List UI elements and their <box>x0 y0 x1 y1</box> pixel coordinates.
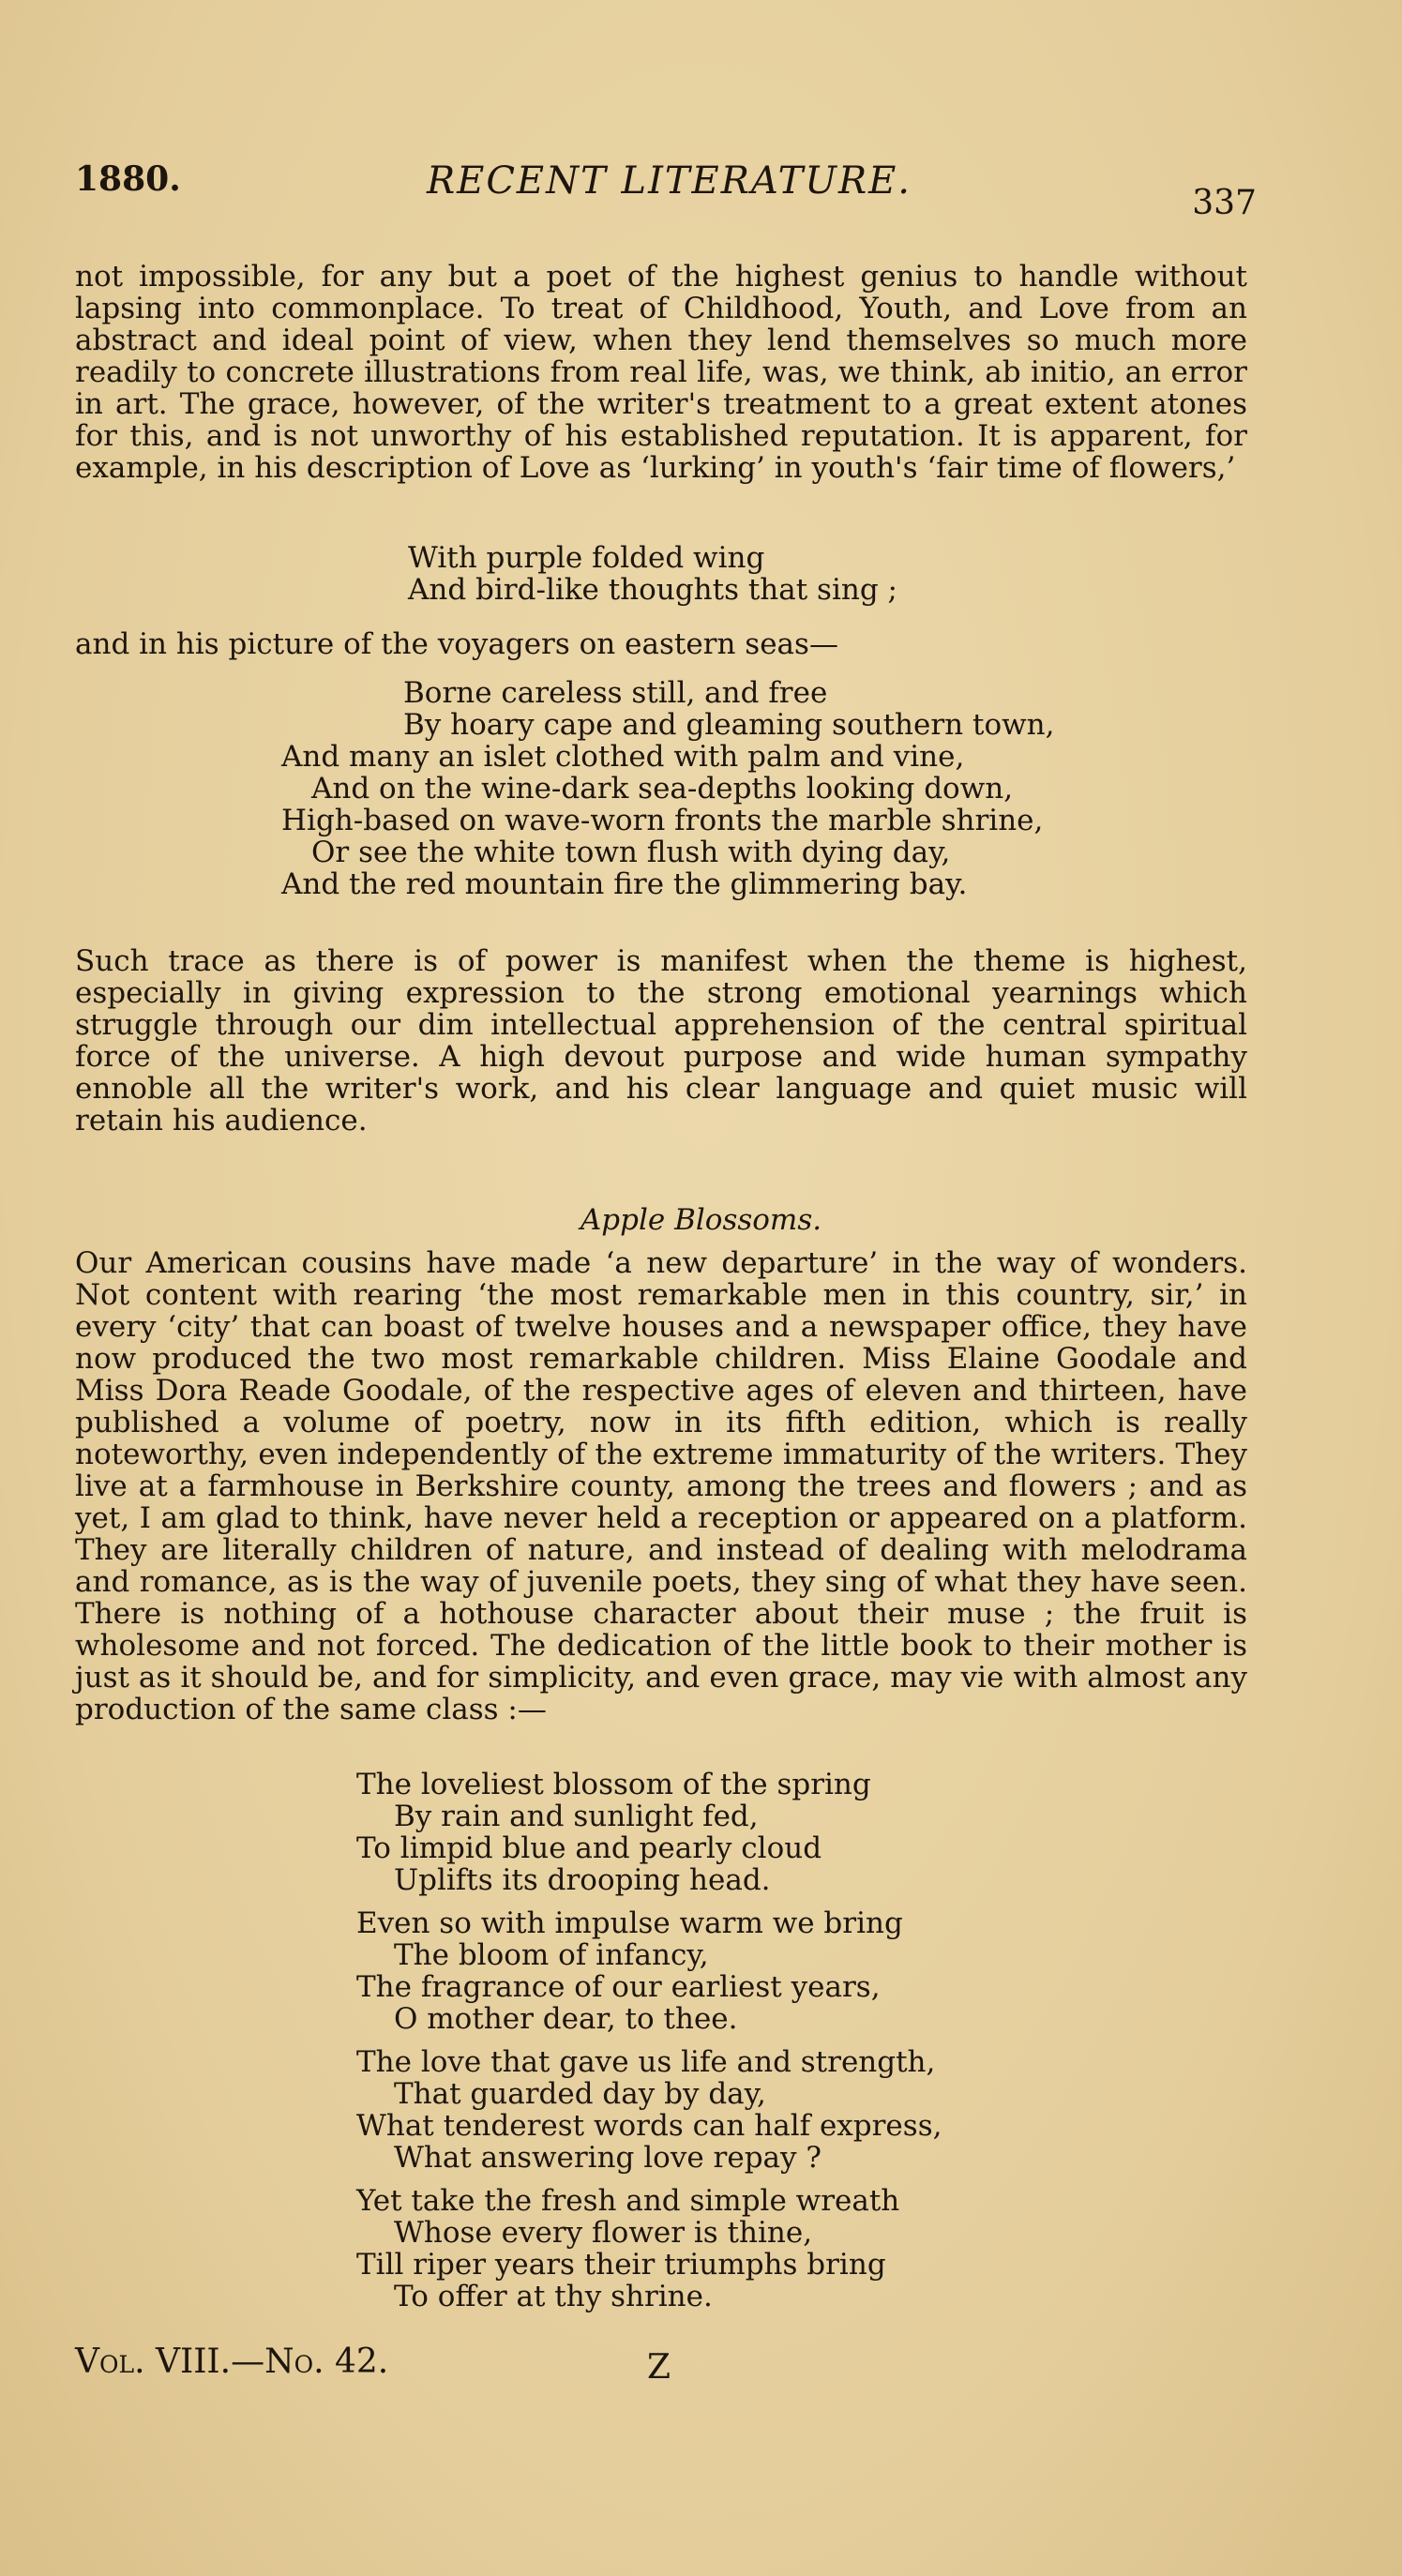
paragraph-1 <box>75 261 1247 484</box>
poem-line: Yet take the fresh and simple wreath <box>356 2184 900 2218</box>
paragraph-2 <box>75 628 1247 660</box>
verse-line: And on the wine-dark sea-depths looking down, <box>311 772 1014 806</box>
poem-line: O mother dear, to thee. <box>394 2002 738 2036</box>
verse-line: And bird-like thoughts that sing ; <box>408 573 897 607</box>
verse-line: By hoary cape and gleaming southern town, <box>403 708 1055 742</box>
poem-line: By rain and sunlight fed, <box>394 1800 759 1833</box>
verse-line: Or see the white town flush with dying day, <box>311 836 951 869</box>
verse-line: And many an islet clothed with palm and vine, <box>281 740 965 774</box>
verse-2 <box>281 677 1054 900</box>
poem-line: Even so with impulse warm we bring <box>356 1906 903 1940</box>
paragraph-4 <box>75 1247 1247 1725</box>
verse-line: Borne careless still, and free <box>403 676 828 710</box>
poem-line: The love that gave us life and strength, <box>356 2045 936 2079</box>
running-title: RECENT LITERATURE. <box>427 159 912 203</box>
poem-stanza-3 <box>356 2046 942 2174</box>
header-year: 1880. <box>75 159 181 199</box>
page-number: 337 <box>1192 184 1257 222</box>
poem-line: What tenderest words can half express, <box>356 2109 942 2143</box>
poem-line: Whose every flower is thine, <box>394 2216 813 2250</box>
volume-number: Vol. VIII.—No. 42. <box>75 2343 389 2381</box>
verse-line: With purple folded wing <box>408 541 765 575</box>
page-footer <box>75 2343 1247 2389</box>
poem-line: The bloom of infancy, <box>394 1938 709 1972</box>
poem-line: Till riper years their triumphs bring <box>356 2248 886 2282</box>
poem-line: The fragrance of our earliest years, <box>356 1970 881 2004</box>
poem-stanza-2 <box>356 1907 903 2035</box>
poem-stanza-4 <box>356 2185 899 2312</box>
verse-line: High-based on wave-worn fronts the marble shrine, <box>281 804 1044 837</box>
poem-line: To offer at thy shrine. <box>394 2280 713 2313</box>
verse-1 <box>408 542 897 606</box>
poem-stanza-1 <box>356 1769 871 1896</box>
paragraph-3 <box>75 945 1247 1137</box>
paragraph-3-text: Such trace as there is of power is manifest when the theme is highest, especially in giving expression to the strong emotional yearnings which struggle through our dim intellectual apprehension of the central spiritual force of the universe. A high devout purpose and wide human sympathy ennoble all the writer's work, and his clear language and quiet music will retain his audience. <box>75 944 1247 1137</box>
poem-line: Uplifts its drooping head. <box>394 1863 771 1897</box>
paragraph-1-text: not impossible, for any but a poet of the highest genius to handle without lapsing into commonplace. To treat of Childhood, Youth, and Love from an abstract and ideal point of view, when they lend themselves so much more readily to concrete illustrations from real life, was, we think, ab initio, an error in art. The grace, however, of the writer's treatment to a great extent atones for this, and is not unworthy of his established reputation. It is apparent, for example, in his description of Love as ‘lurking’ in youth's ‘fair time of flowers,’ <box>75 260 1247 485</box>
poem-line: What answering love repay ? <box>394 2141 822 2175</box>
paragraph-2-text: and in his picture of the voyagers on eastern seas— <box>75 627 838 661</box>
poem-line: That guarded day by day, <box>394 2077 766 2111</box>
signature-mark: Z <box>647 2348 671 2387</box>
section-title: Apple Blossoms. <box>580 1203 822 1237</box>
poem-line: To limpid blue and pearly cloud <box>356 1831 822 1865</box>
verse-line: And the red mountain fire the glimmering bay. <box>281 867 968 901</box>
poem-line: The loveliest blossom of the spring <box>356 1768 871 1801</box>
paragraph-4-text: Our American cousins have made ‘a new departure’ in the way of wonders. Not content with rearing ‘the most remarkable men in this country, sir,’ in every ‘city’ that can boast of twelve houses and a newspaper office, they have now produced the two most remarkable children. Miss Elaine Goodale and Miss Dora Reade Goodale, of the respective ages of eleven and thirteen, have published a volume of poetry, now in its fifth edition, which is really noteworthy, even independently of the extreme immaturity of the writers. They live at a farmhouse in Berkshire county, among the trees and flowers ; and as yet, I am glad to think, have never held a reception or appeared on a platform. They are literally children of nature, and instead of dealing with melodrama and romance, as is the way of juvenile poets, they sing of what they have seen. There is nothing of a hothouse character about their muse ; the fruit is wholesome and not forced. The dedication of the little book to their mother is just as it should be, and for simplicity, and even grace, may vie with almost any production of the same class :— <box>75 1246 1247 1726</box>
page-header <box>75 159 1257 222</box>
